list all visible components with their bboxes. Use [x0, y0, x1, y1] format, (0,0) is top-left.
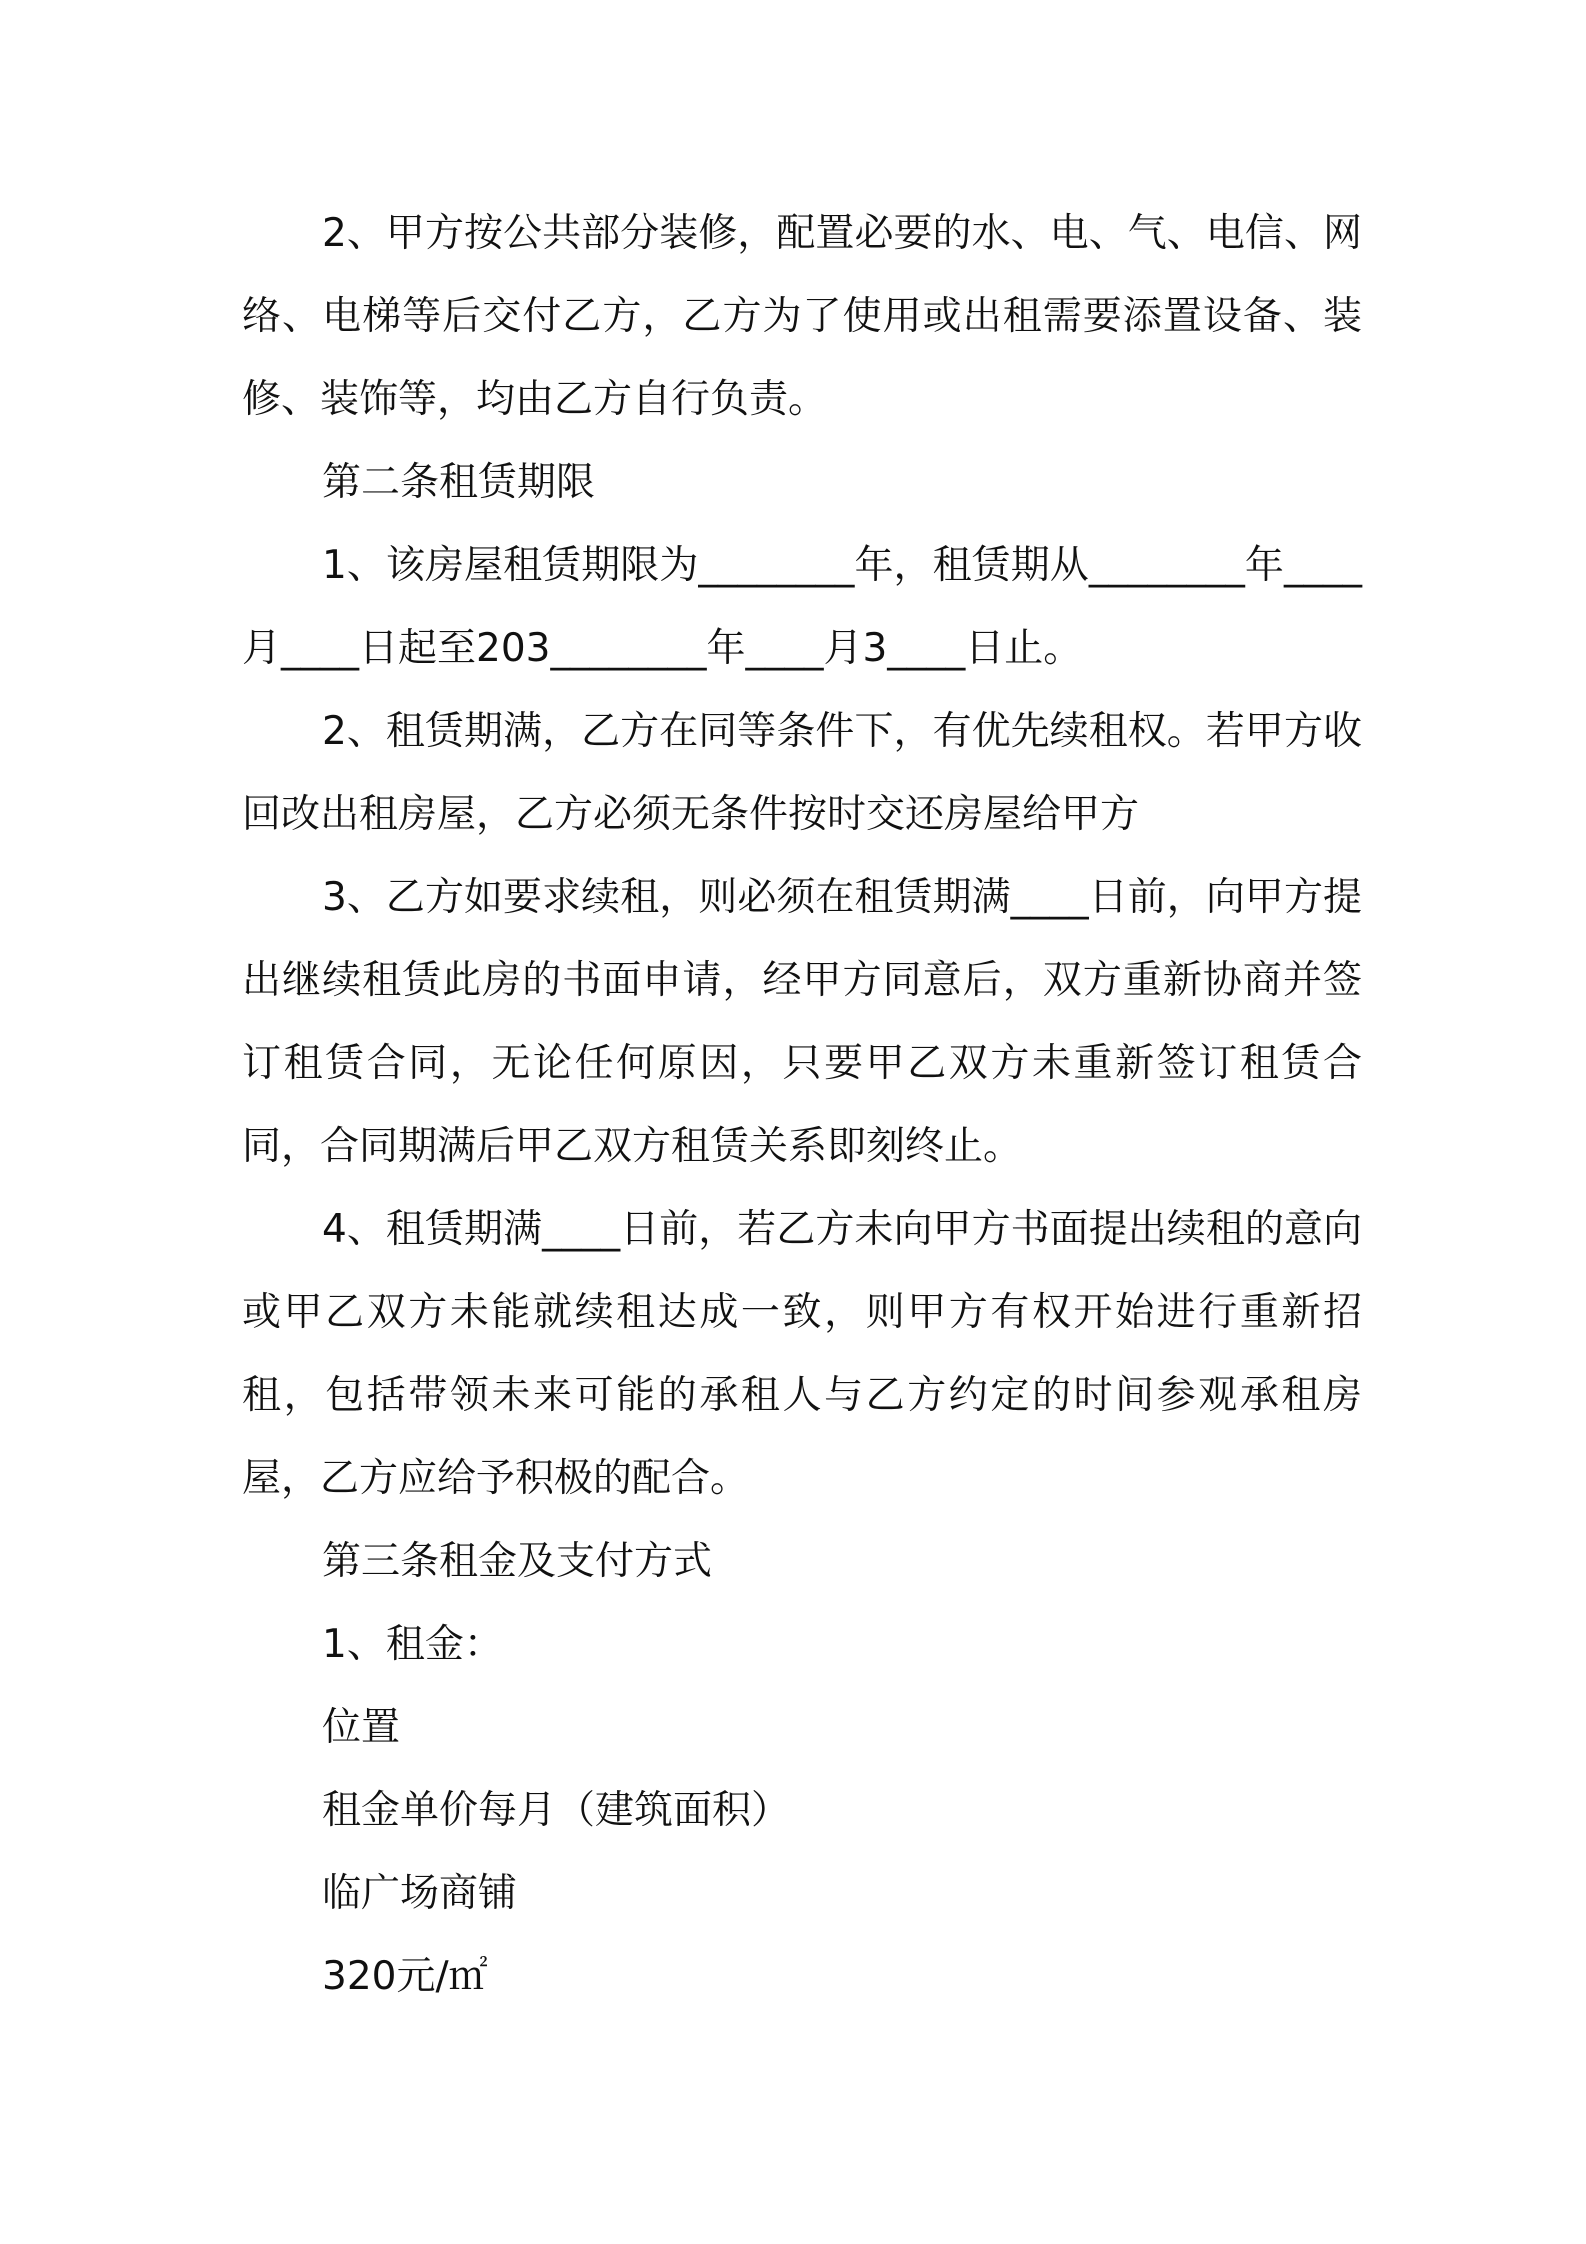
document-body [242, 192, 1362, 2018]
paragraph-lease-period: 1、该房屋租赁期限为________年，租赁期从________年____月____日起至203________年____月3____日止。 [242, 543, 1362, 671]
rent-table-price-value: 320元/㎡ [322, 1954, 488, 1999]
rent-table-header-location: 位置 [322, 1705, 401, 1750]
paragraph-public-decoration: 2、甲方按公共部分装修，配置必要的水、电、气、电信、网络、电梯等后交付乙方，乙方为了使用或出租需要添置设备、装修、装饰等，均由乙方自行负责。 [242, 211, 1362, 422]
rent-table-location-value: 临广场商铺 [322, 1871, 518, 1916]
rent-item-label: 1、租金： [322, 1622, 503, 1667]
paragraph-priority-renewal: 2、租赁期满，乙方在同等条件下，有优先续租权。若甲方收回改出租房屋，乙方必须无条件按时交还房屋给甲方 [242, 709, 1362, 837]
section-heading-rent-payment: 第三条租金及支付方式 [322, 1539, 713, 1584]
paragraph-renewal-request: 3、乙方如要求续租，则必须在租赁期满____日前，向甲方提出继续租赁此房的书面申请，经甲方同意后，双方重新协商并签订租赁合同，无论任何原因，只要甲乙双方未重新签订租赁合同，合同期满后甲乙双方租赁关系即刻终止。 [242, 875, 1362, 1169]
rent-table-header-unit-price: 租金单价每月（建筑面积） [322, 1788, 791, 1833]
paragraph-re-leasing: 4、租赁期满____日前，若乙方未向甲方书面提出续租的意向或甲乙双方未能就续租达成一致，则甲方有权开始进行重新招租，包括带领未来可能的承租人与乙方约定的时间参观承租房屋，乙方应给予积极的配合。 [242, 1207, 1362, 1501]
section-heading-lease-term: 第二条租赁期限 [322, 460, 596, 505]
